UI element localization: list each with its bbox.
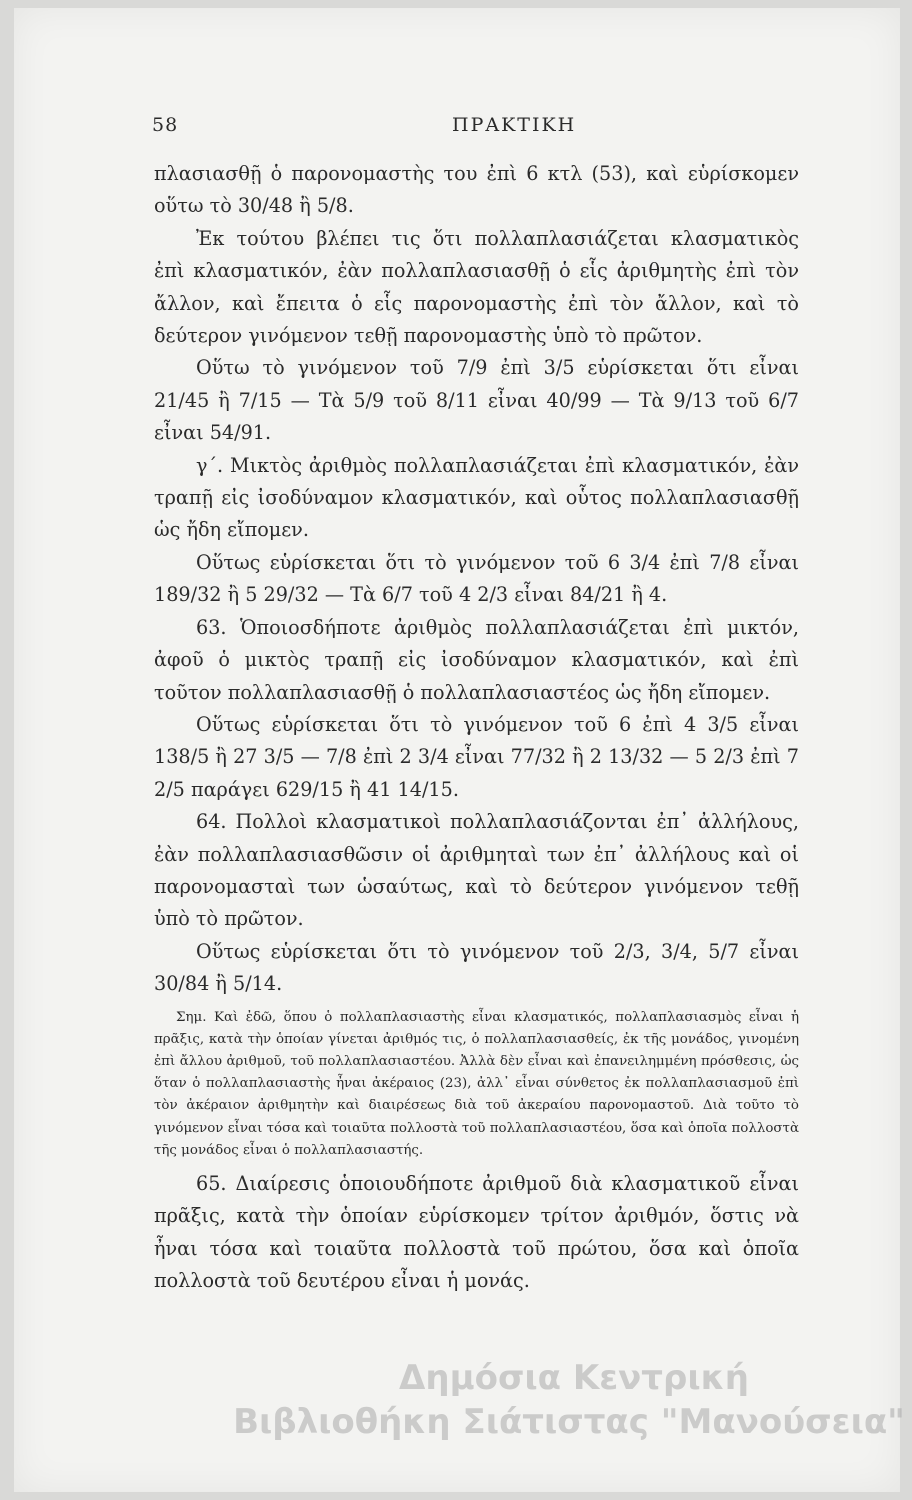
page-number: 58	[152, 114, 179, 136]
watermark-line: Δημόσια Κεντρική	[399, 1358, 749, 1398]
paragraph: πλασιασθῇ ὁ παρονομαστὴς του ἐπὶ 6 κτλ (53), καὶ εὑρίσκομεν οὕτω τὸ 30/48 ἢ 5/8.	[154, 162, 799, 218]
watermark-line: Βιβλιοθήκη Σιάτιστας "Μανούσεια"	[233, 1402, 905, 1442]
footnote: Σημ. Καὶ ἐδῶ, ὅπου ὁ πολλαπλασιαστὴς εἶναι κλασματικός, πολλαπλασιασμὸς εἶναι ἡ πρᾶξις, κατὰ τὴν ὁποίαν γίνεται ἀριθμός τις, ὁ πολλαπλασιασθείς, ἐκ τῆς μονάδος, γινομένη ἐπὶ ἄλλου ἀριθμοῦ, τοῦ πολλαπλασιαστέου. Ἀλλὰ δὲν εἶναι καὶ ἐπανειλημμένη πρόσθεσις, ὡς ὅταν ὁ πολλαπλασιαστὴς ἦναι ἀκέραιος (23), ἀλλ᾽ εἶναι σύνθετος ἐκ πολλαπλασιασμοῦ ἐπὶ τὸν ἀκέραιον ἀριθμητὴν καὶ διαιρέσεως διὰ τοῦ ἀκεραίου παρονομαστοῦ. Διὰ τοῦτο τὸ γινόμενον εἶναι τόσα καὶ τοιαῦτα πολλοστὰ τοῦ πολλαπλασιαστέου, ὅσα καὶ ὁποῖα πολλοστὰ τῆς μονάδος εἶναι ὁ πολλαπλασιαστής.	[154, 1009, 799, 1158]
paragraph: 63. Ὁποιοσδήποτε ἀριθμὸς πολλαπλασιάζεται ἐπὶ μικτόν, ἀφοῦ ὁ μικτὸς τραπῇ εἰς ἰσοδύναμον κλασματικόν, καὶ ἐπὶ τοῦτον πολλαπλασιασθῇ ὁ πολλαπλασιαστέος ὡς ἤδη εἴπομεν.	[154, 615, 799, 704]
paragraph: Οὕτως εὑρίσκεται ὅτι τὸ γινόμενον τοῦ 6 ἐπὶ 4 3/5 εἶναι 138/5 ἢ 27 3/5 — 7/8 ἐπὶ 2 3/4 εἶναι 77/32 ἢ 2 13/32 — 5 2/3 ἐπὶ 7 2/5 παράγει 629/15 ἢ 41 14/15.	[154, 712, 799, 801]
body-text	[154, 158, 799, 1298]
page-header	[152, 114, 792, 140]
running-head: ΠΡΑΚΤΙΚΗ	[452, 114, 577, 136]
paragraph: Οὕτως εὑρίσκεται ὅτι τὸ γινόμενον τοῦ 6 3/4 ἐπὶ 7/8 εἶναι 189/32 ἢ 5 29/32 — Τὰ 6/7 τοῦ 4 2/3 εἶναι 84/21 ἢ 4.	[154, 550, 799, 607]
paragraph: 65. Διαίρεσις ὁποιουδήποτε ἀριθμοῦ διὰ κλασματικοῦ εἶναι πρᾶξις, κατὰ τὴν ὁποίαν εὑρίσκομεν τρίτον ἀριθμόν, ὅστις νὰ ἦναι τόσα καὶ τοιαῦτα πολλοστὰ τοῦ πρώτου, ὅσα καὶ ὁποῖα πολλοστὰ τοῦ δευτέρου εἶναι ἡ μονάς.	[154, 1171, 799, 1293]
paragraph: Ἐκ τούτου βλέπει τις ὅτι πολλαπλασιάζεται κλασματικὸς ἐπὶ κλασματικόν, ἐὰν πολλαπλασιασθῇ ὁ εἷς ἀριθμητὴς ἐπὶ τὸν ἄλλον, καὶ ἔπειτα ὁ εἷς παρονομαστὴς ἐπὶ τὸν ἄλλον, καὶ τὸ δεύτερον γινόμενον τεθῇ παρονομαστὴς ὑπὸ τὸ πρῶτον.	[154, 226, 799, 348]
library-watermark	[224, 1356, 912, 1444]
paragraph: 64. Πολλοὶ κλασματικοὶ πολλαπλασιάζονται ἐπ᾽ ἀλλήλους, ἐὰν πολλαπλασιασθῶσιν οἱ ἀριθμηταὶ των ἐπ᾽ ἀλλήλους καὶ οἱ παρονομασταὶ των ὡσαύτως, καὶ τὸ δεύτερον γινόμενον τεθῇ ὑπὸ τὸ πρῶτον.	[154, 810, 799, 931]
paragraph: γ΄. Μικτὸς ἀριθμὸς πολλαπλασιάζεται ἐπὶ κλασματικόν, ἐὰν τραπῇ εἰς ἰσοδύναμον κλασματικόν, καὶ οὗτος πολλαπλασιασθῇ ὡς ἤδη εἴπομεν.	[154, 453, 799, 542]
paragraph: Οὕτω τὸ γινόμενον τοῦ 7/9 ἐπὶ 3/5 εὑρίσκεται ὅτι εἶναι 21/45 ἢ 7/15 — Τὰ 5/9 τοῦ 8/11 εἶναι 40/99 — Τὰ 9/13 τοῦ 6/7 εἶναι 54/91.	[154, 356, 799, 445]
book-page	[14, 8, 905, 1492]
paragraph: Οὕτως εὑρίσκεται ὅτι τὸ γινόμενον τοῦ 2/3, 3/4, 5/7 εἶναι 30/84 ἢ 5/14.	[154, 939, 799, 996]
